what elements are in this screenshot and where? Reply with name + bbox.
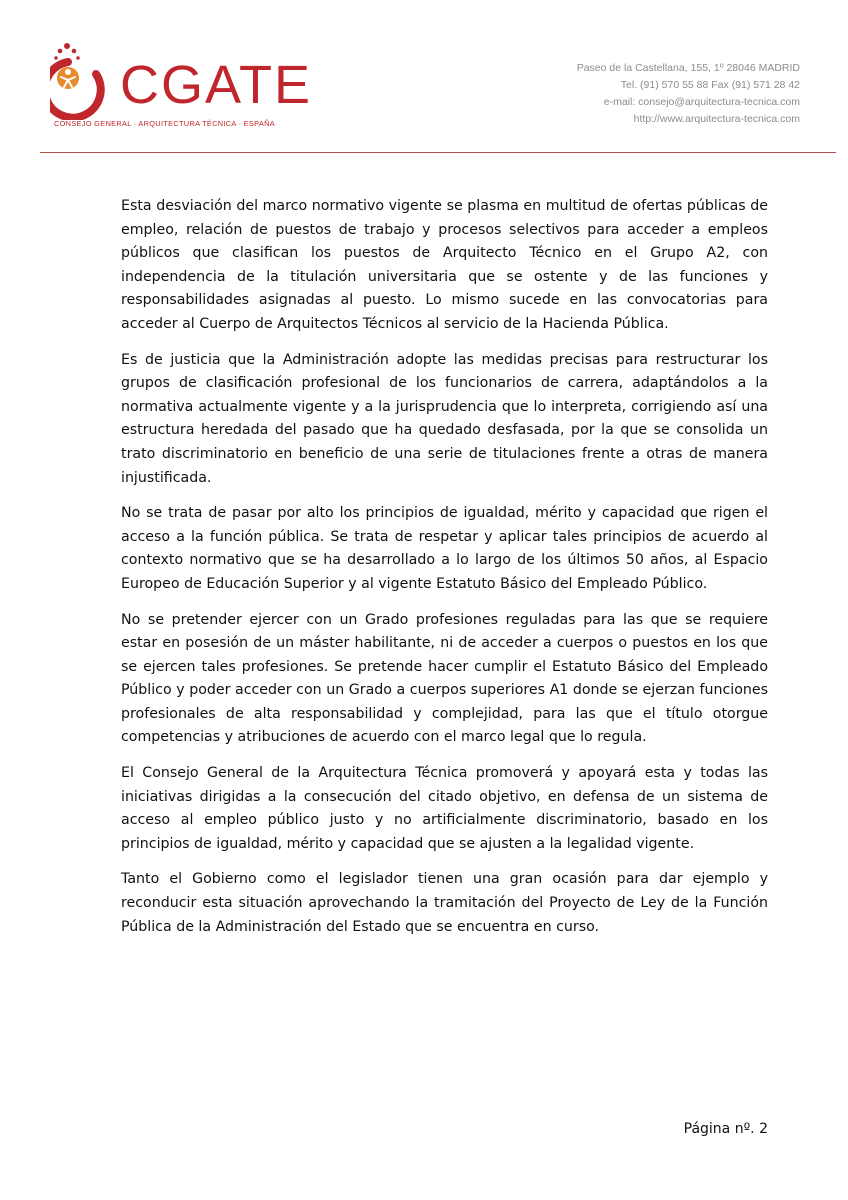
contact-block [577,60,800,128]
cgate-logo [50,40,313,135]
paragraph-2: Es de justicia que la Administración adopte las medidas precisas para restructurar los grupos de clasificación profesional de los funcionarios de carrera, adaptándolos a la normativa actualmente vigente y a la jurisprudencia que lo interpreta, corrigiendo así una estructura heredada del pasado que ha quedado desfasada, por la que se consolida un trato discriminatorio en beneficio de una serie de titulaciones frente a otras de manera injustificada. [121,351,768,486]
cgate-emblem-icon [50,40,120,120]
contact-address: Paseo de la Castellana, 155, 1º 28046 MADRID [576,62,800,74]
paragraph-1: Esta desviación del marco normativo vigente se plasma en multitud de ofertas públicas de empleo, relación de puestos de trabajo y procesos selectivos para acceder a empleos públicos que clasifican los puestos de Arquitecto Técnico en el Grupo A2, con independencia de la titulación universitaria que se ostente y de las funciones y responsabilidades asignadas al puesto. Lo mismo sucede en las convocatorias para acceder al Cuerpo de Arquitectos Técnicos al servicio de la Hacienda Pública. [121,198,768,332]
paragraph-5: El Consejo General de la Arquitectura Técnica promoverá y apoyará esta y todas las iniciativas dirigidas a la consecución del citado objetivo, en defensa de un sistema de acceso al empleo público justo y no artificialmente discriminatorio, basado en los principios de igualdad, mérito y capacidad que se ajusten a la legalidad vigente. [121,765,768,852]
paragraph-6: Tanto el Gobierno como el legislador tienen una gran ocasión para dar ejemplo y reconducir esta situación aprovechando la tramitación del Proyecto de Ley de la Función Pública de la Administración del Estado que se encuentra en curso. [121,871,768,935]
header-divider [40,152,836,153]
contact-web[interactable]: http://www.arquitectura-tecnica.com [633,113,800,125]
paragraph-3: No se trata de pasar por alto los principios de igualdad, mérito y capacidad que rigen el acceso a la función pública. Se trata de respetar y aplicar tales principios de acuerdo al contexto normativo que se ha desarrollado a lo largo de los últimos 50 años, al Espacio Europeo de Educación Superior y al vigente Estatuto Básico del Empleado Público. [121,505,768,592]
letter-body [121,195,768,951]
contact-email[interactable]: e-mail: consejo@arquitectura-tecnica.com [603,96,800,108]
page-number: Página nº. 2 [683,1121,768,1137]
logo-tagline: CONSEJO GENERAL · ARQUITECTURA TÉCNICA · ESPAÑA [54,119,275,128]
contact-phone: Tel. (91) 570 55 88 Fax (91) 571 28 42 [620,79,800,91]
logo-wordmark: CGATE [120,55,313,115]
paragraph-4: No se pretender ejercer con un Grado profesiones reguladas para las que se requiere estar en posesión de un máster habilitante, ni de acceder a cuerpos o puestos en los que se ejercen tales profesiones. Se pretende hacer cumplir el Estatuto Básico del Empleado Público y poder acceder con un Grado a cuerpos superiores A1 donde se ejerzan funciones profesionales de alta responsabilidad y complejidad, para las que el título otorgue competencias y atribuciones de acuerdo con el marco legal que lo regula. [121,611,768,746]
